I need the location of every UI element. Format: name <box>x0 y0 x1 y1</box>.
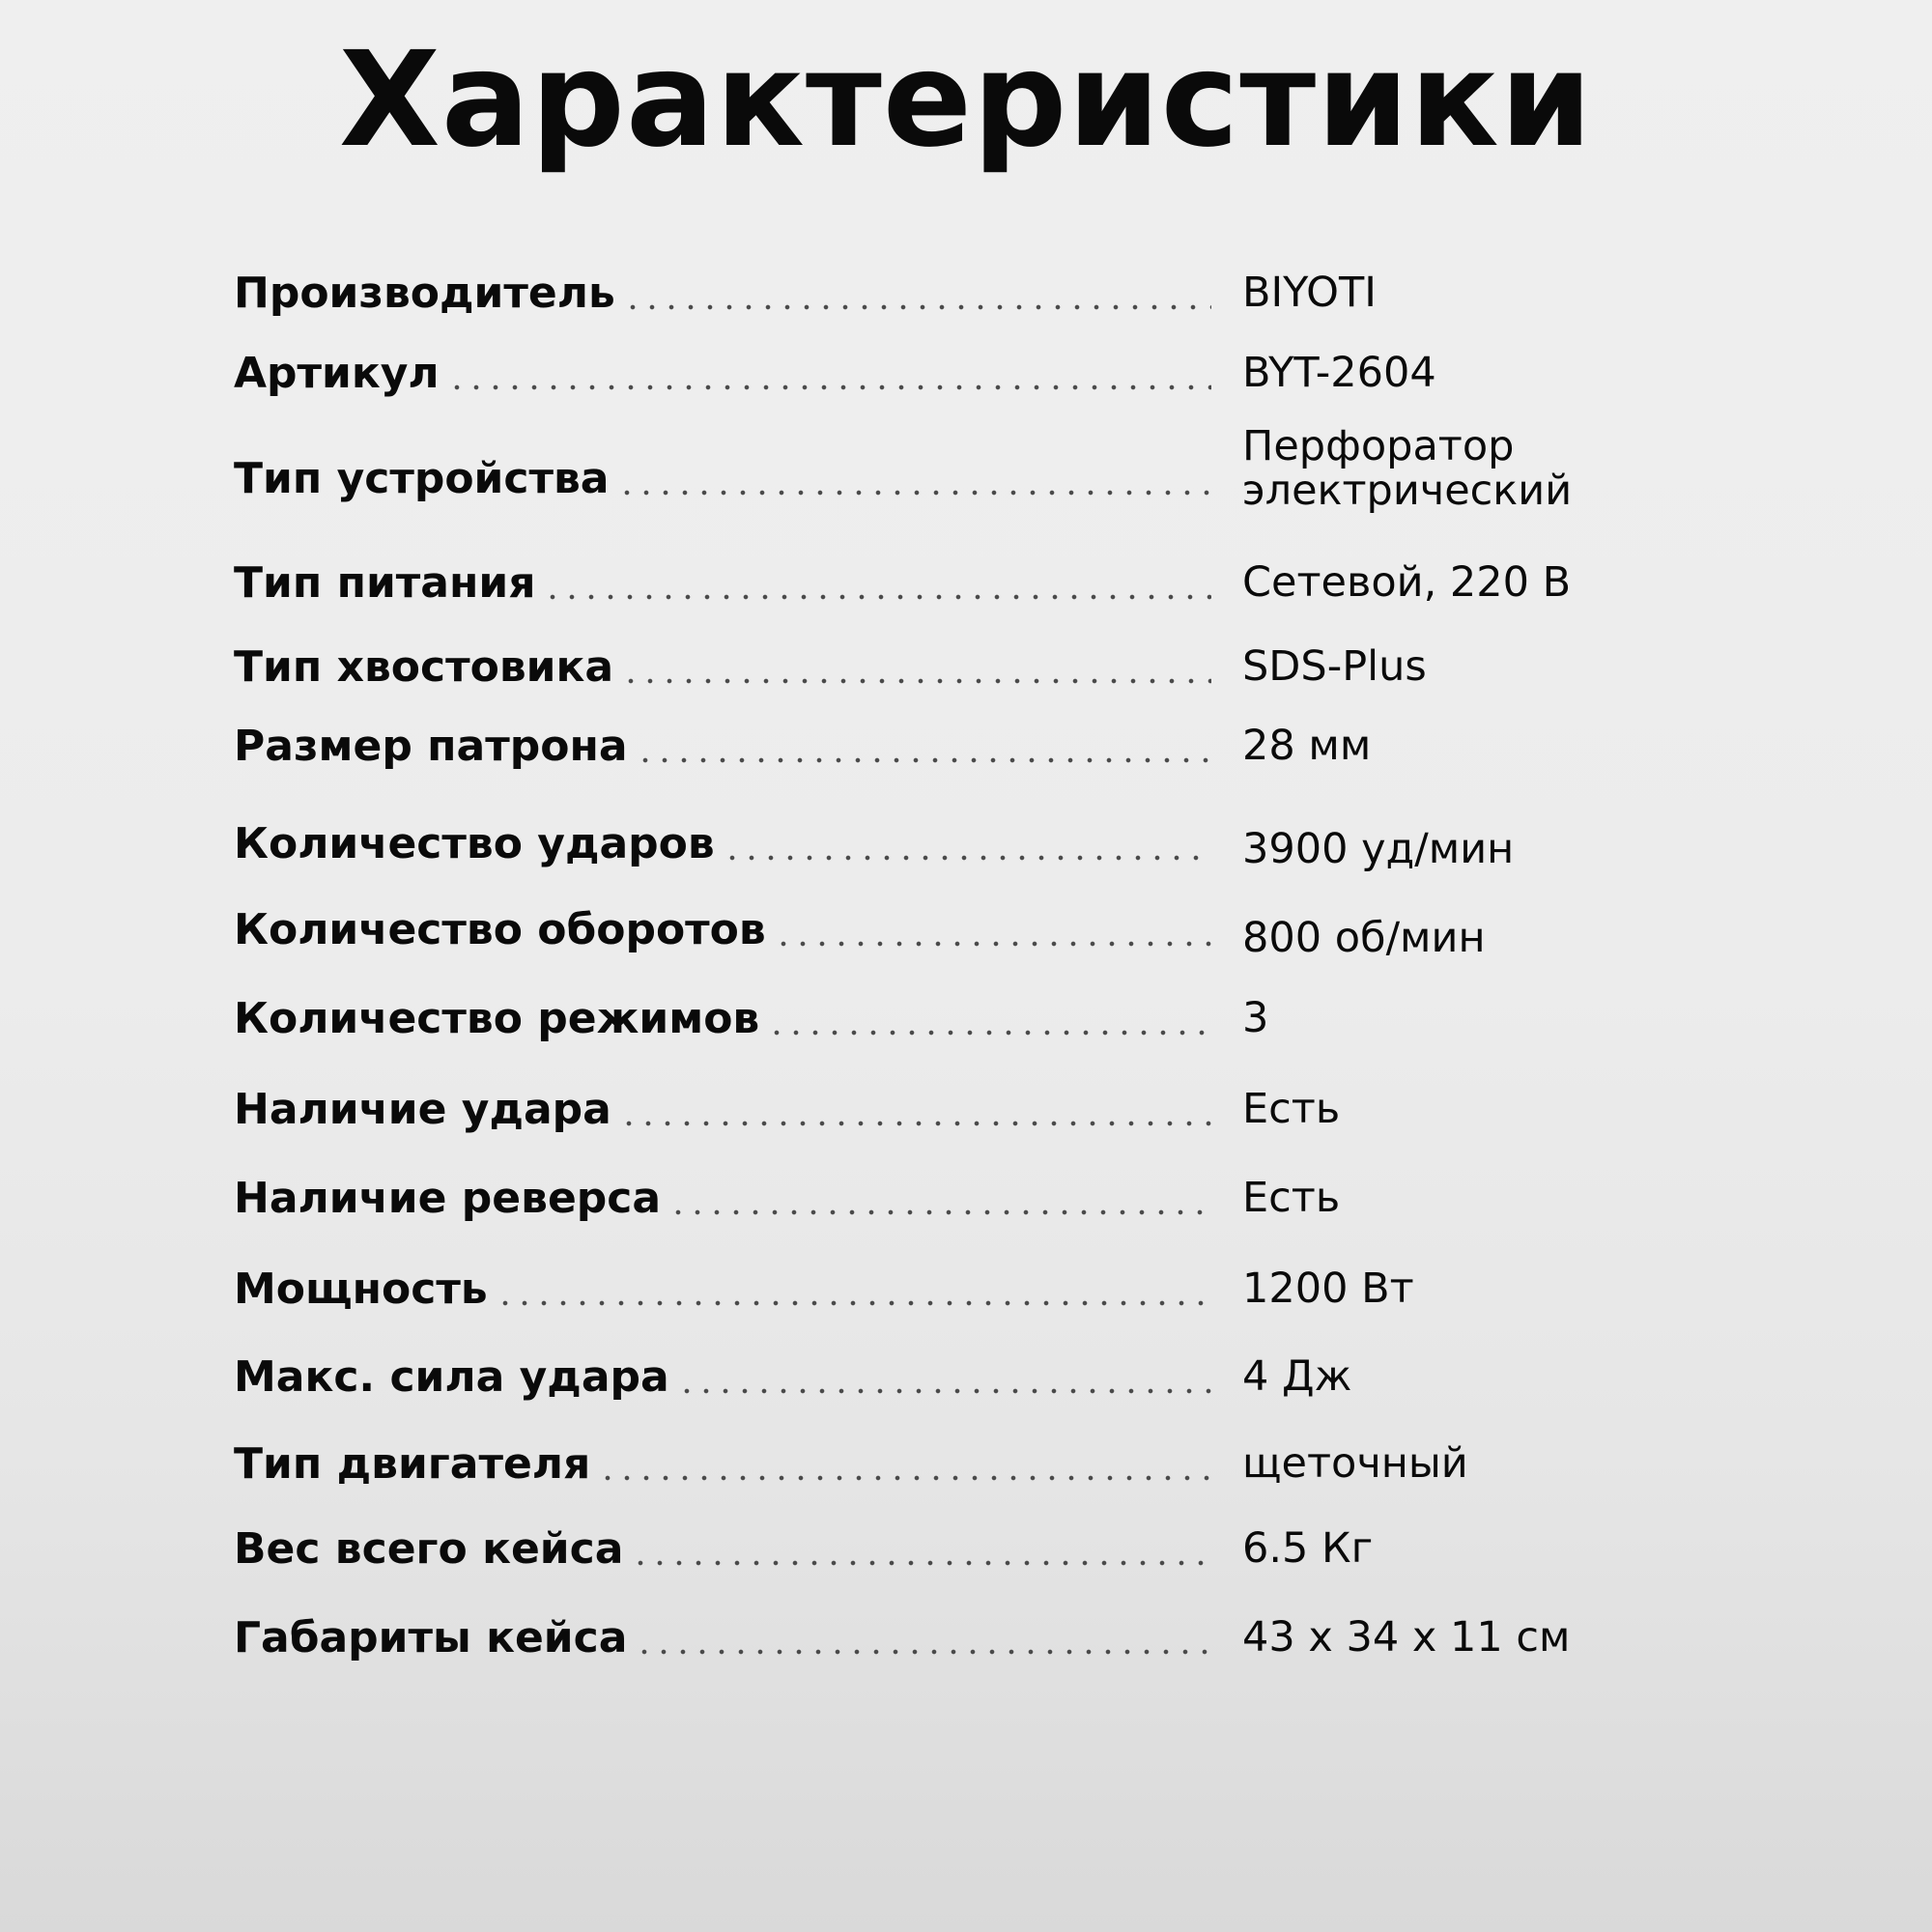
spec-row-modes-count <box>234 975 1634 1062</box>
spec-row-power-type <box>234 539 1634 626</box>
spec-value: Есть <box>1242 1174 1341 1222</box>
spec-value <box>1242 422 1629 515</box>
spec-row-impact-presence <box>234 1065 1634 1152</box>
spec-label: Мощность <box>234 1264 488 1314</box>
spec-label: Наличие удара <box>234 1084 611 1134</box>
dot-leader <box>767 1030 1211 1036</box>
dot-leader <box>723 855 1211 861</box>
spec-row-case-weight <box>234 1505 1634 1592</box>
spec-value: SDS-Plus <box>1242 642 1427 691</box>
spec-value: 4 Дж <box>1242 1352 1352 1401</box>
spec-label: Тип хвостовика <box>234 641 614 692</box>
spec-row-article <box>234 329 1634 416</box>
dot-leader <box>635 1649 1211 1655</box>
spec-value: Сетевой, 220 В <box>1242 558 1572 607</box>
spec-value-line2: электрический <box>1242 467 1573 515</box>
dot-leader <box>598 1475 1211 1481</box>
dot-leader <box>617 490 1211 496</box>
spec-label: Тип питания <box>234 557 536 608</box>
spec-label: Количество режимов <box>234 993 760 1043</box>
spec-row-power <box>234 1245 1634 1332</box>
spec-label: Габариты кейса <box>234 1612 628 1662</box>
dot-leader <box>677 1388 1211 1394</box>
spec-label: Количество ударов <box>234 818 715 868</box>
spec-value: 1200 Вт <box>1242 1264 1414 1313</box>
spec-value: BYT-2604 <box>1242 349 1436 397</box>
spec-value: 3 <box>1242 994 1269 1042</box>
spec-row-rotation-rate <box>234 886 1634 973</box>
dot-leader <box>774 941 1211 947</box>
spec-row-impact-energy <box>234 1333 1634 1420</box>
dot-leader <box>619 1121 1211 1126</box>
spec-label: Тип двигателя <box>234 1438 591 1489</box>
dot-leader <box>668 1209 1211 1215</box>
dot-leader <box>543 594 1211 600</box>
spec-row-reverse-presence <box>234 1154 1634 1241</box>
spec-label: Вес всего кейса <box>234 1523 624 1574</box>
spec-label: Артикул <box>234 348 440 398</box>
spec-label: Макс. сила удара <box>234 1351 669 1402</box>
dot-leader <box>636 757 1211 763</box>
spec-value-line1: Перфоратор <box>1242 422 1515 470</box>
dot-leader <box>621 678 1211 684</box>
spec-label: Тип устройства <box>234 453 610 503</box>
spec-value: 6.5 Кг <box>1242 1524 1374 1573</box>
spec-value: 28 мм <box>1242 722 1372 770</box>
spec-row-manufacturer <box>234 249 1634 336</box>
dot-leader <box>447 384 1211 390</box>
spec-row-impact-rate <box>234 800 1634 887</box>
spec-value: 800 об/мин <box>1242 914 1486 962</box>
spec-label: Размер патрона <box>234 721 628 771</box>
spec-value: щеточный <box>1242 1439 1468 1488</box>
spec-value: Есть <box>1242 1085 1341 1133</box>
dot-leader <box>623 304 1211 310</box>
spec-value: 43 х 34 х 11 см <box>1242 1613 1571 1662</box>
page-title: Характеристики <box>338 24 1594 177</box>
spec-value: 3900 уд/мин <box>1242 825 1515 873</box>
dot-leader <box>496 1300 1211 1306</box>
spec-row-device-type <box>234 422 1634 522</box>
spec-row-shank-type <box>234 623 1634 710</box>
spec-row-motor-type <box>234 1420 1634 1507</box>
spec-value: BIYOTI <box>1242 269 1377 317</box>
spec-row-chuck-size <box>234 702 1634 789</box>
spec-row-case-dimensions <box>234 1594 1634 1681</box>
dot-leader <box>631 1560 1211 1566</box>
spec-label: Количество оборотов <box>234 904 766 954</box>
spec-label: Производитель <box>234 268 615 318</box>
spec-label: Наличие реверса <box>234 1173 662 1223</box>
